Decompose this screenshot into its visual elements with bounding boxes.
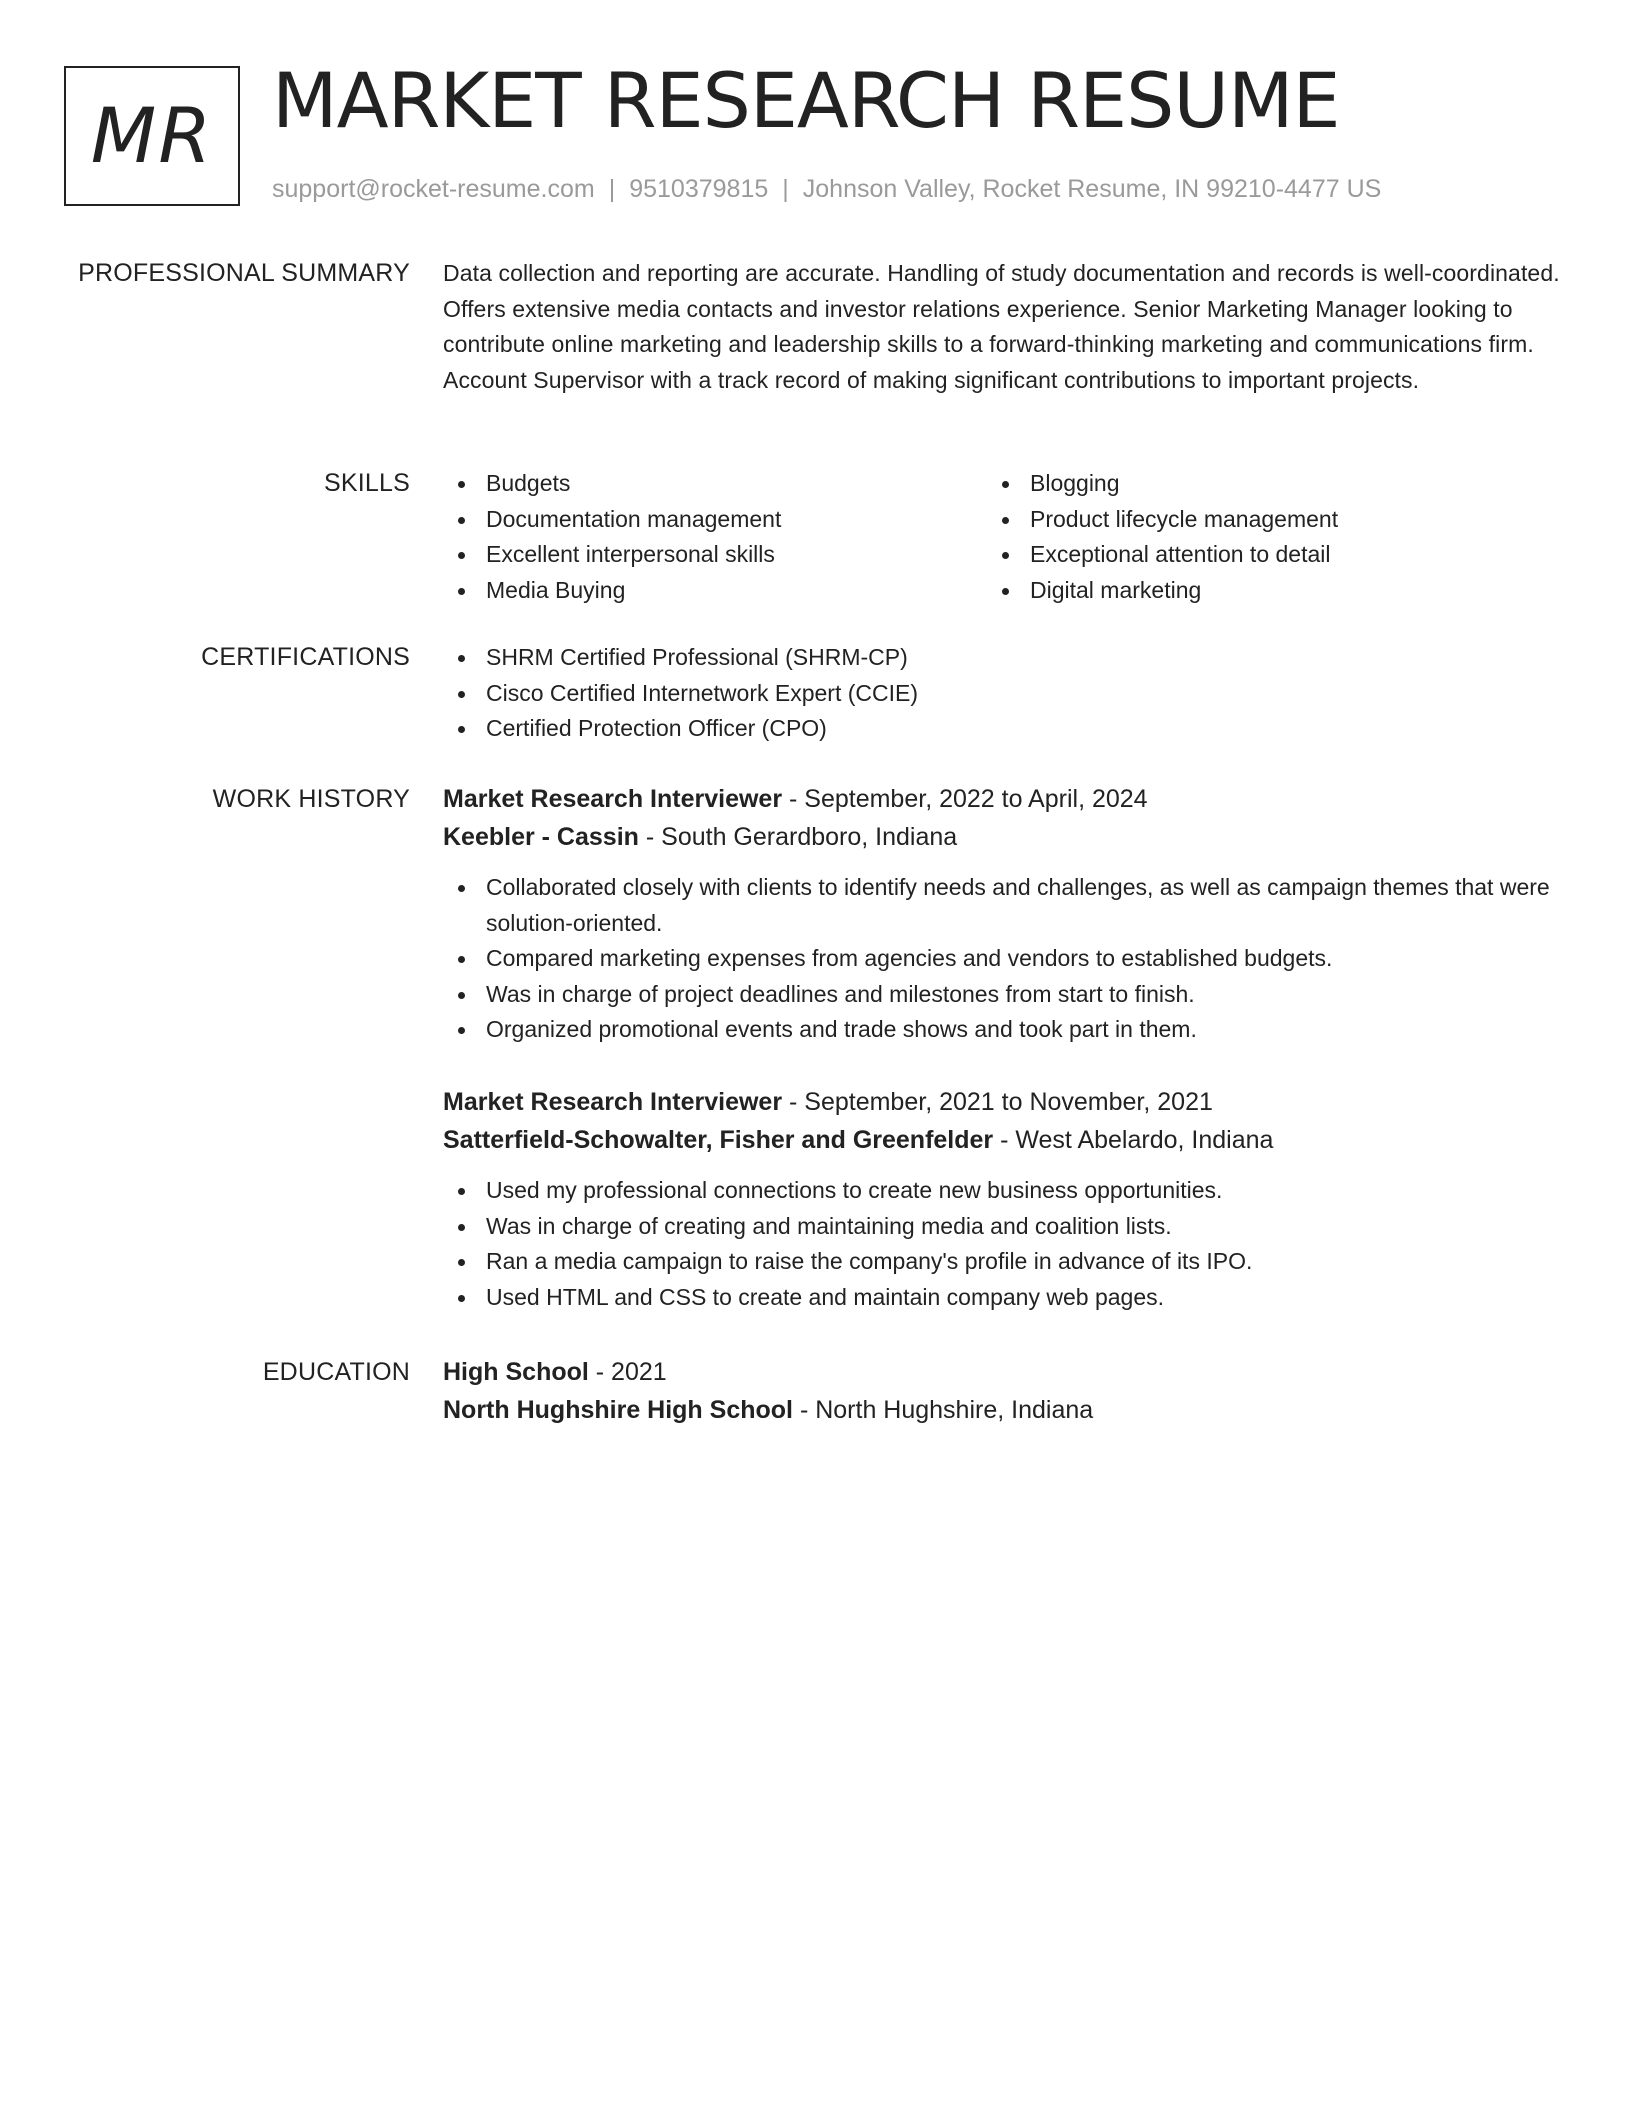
contact-phone: 9510379815 — [629, 175, 769, 203]
education-year: - 2021 — [588, 1358, 667, 1386]
job-entry — [443, 1083, 1563, 1315]
skills-section — [443, 466, 1563, 608]
education-school-line — [443, 1391, 1563, 1429]
section-label-education: EDUCATION — [262, 1358, 410, 1386]
job-location: - West Abelardo, Indiana — [993, 1126, 1274, 1154]
skill-item: Documentation management — [443, 502, 987, 538]
job-title-line — [443, 1083, 1563, 1121]
job-duty: Used my professional connections to create new business opportunities. — [443, 1173, 1563, 1209]
certifications-list — [443, 640, 1563, 747]
skills-column-left — [443, 466, 987, 608]
contact-address: Johnson Valley, Rocket Resume, IN 99210-4477 US — [802, 175, 1382, 203]
certification-item: SHRM Certified Professional (SHRM-CP) — [443, 640, 1563, 676]
section-label-summary: PROFESSIONAL SUMMARY — [78, 259, 410, 287]
contact-email: support@rocket-resume.com — [272, 175, 595, 203]
job-title-line — [443, 780, 1563, 818]
job-duty: Collaborated closely with clients to identify needs and challenges, as well as campaign themes that were solution-oriented. — [443, 870, 1563, 941]
skill-item: Blogging — [987, 466, 1531, 502]
education-degree-line — [443, 1353, 1563, 1391]
job-duty: Was in charge of project deadlines and milestones from start to finish. — [443, 977, 1563, 1013]
job-duties-list — [443, 870, 1563, 1048]
certification-item: Certified Protection Officer (CPO) — [443, 711, 1563, 747]
job-duty: Was in charge of creating and maintaining media and coalition lists. — [443, 1209, 1563, 1245]
job-title: Market Research Interviewer — [443, 785, 783, 813]
job-duty: Organized promotional events and trade shows and took part in them. — [443, 1012, 1563, 1048]
summary-section — [443, 256, 1563, 398]
skill-item: Exceptional attention to detail — [987, 537, 1531, 573]
contact-line — [272, 172, 1381, 206]
section-label-skills: SKILLS — [324, 469, 410, 497]
summary-text: Data collection and reporting are accurate. Handling of study documentation and records is well-coordinated. Offers extensive media contacts and investor relations experience. Senior Marketing Manager looking to contribute online marketing and leadership skills to a forward-thinking marketing and communications firm. Account Supervisor with a track record of making significant contributions to important projects. — [443, 260, 1560, 393]
job-duty: Compared marketing expenses from agencies and vendors to established budgets. — [443, 941, 1563, 977]
section-label-work-history: WORK HISTORY — [212, 785, 410, 813]
job-company-line — [443, 1121, 1563, 1159]
skill-item: Budgets — [443, 466, 987, 502]
job-dates: - September, 2022 to April, 2024 — [782, 785, 1148, 813]
job-duty: Used HTML and CSS to create and maintain company web pages. — [443, 1280, 1563, 1316]
job-dates: - September, 2021 to November, 2021 — [782, 1088, 1213, 1116]
job-title: Market Research Interviewer — [443, 1088, 783, 1116]
contact-separator: | — [608, 175, 616, 203]
resume-title: MARKET RESEARCH RESUME — [272, 56, 1340, 145]
job-company: Keebler - Cassin — [443, 823, 639, 851]
contact-separator: | — [782, 175, 789, 203]
education-degree: High School — [443, 1358, 589, 1386]
education-school: North Hughshire High School — [443, 1396, 793, 1424]
skill-item: Digital marketing — [987, 573, 1531, 609]
education-section — [443, 1353, 1563, 1429]
certifications-section — [443, 640, 1563, 747]
job-location: - South Gerardboro, Indiana — [638, 823, 958, 851]
skills-column-right — [987, 466, 1531, 608]
skill-item: Product lifecycle management — [987, 502, 1531, 538]
monogram-box — [64, 66, 240, 206]
certification-item: Cisco Certified Internetwork Expert (CCIE) — [443, 676, 1563, 712]
job-entry — [443, 780, 1563, 1048]
job-duties-list — [443, 1173, 1563, 1315]
education-location: - North Hughshire, Indiana — [793, 1396, 1094, 1424]
monogram-initials: MR — [90, 91, 214, 180]
skill-item: Excellent interpersonal skills — [443, 537, 987, 573]
job-company-line — [443, 818, 1563, 856]
section-label-certifications: CERTIFICATIONS — [201, 643, 410, 671]
skill-item: Media Buying — [443, 573, 987, 609]
job-duty: Ran a media campaign to raise the company's profile in advance of its IPO. — [443, 1244, 1563, 1280]
job-company: Satterfield-Schowalter, Fisher and Greenfelder — [443, 1126, 994, 1154]
